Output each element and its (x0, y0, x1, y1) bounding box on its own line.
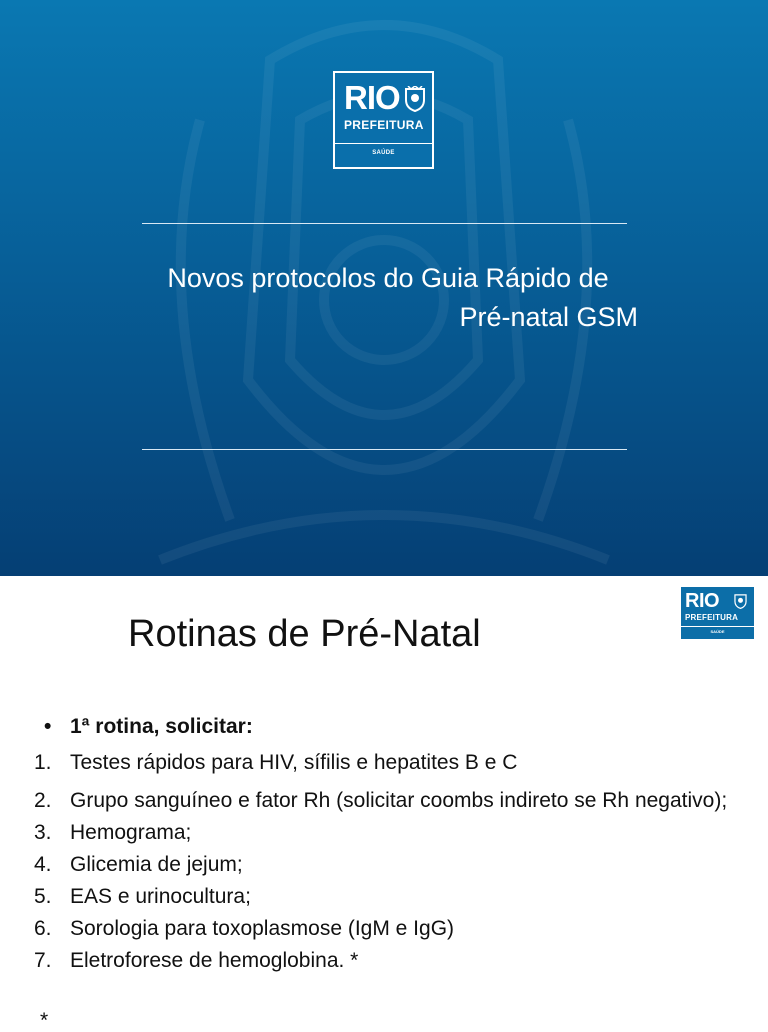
rio-prefeitura-logo (333, 71, 434, 169)
item-text: Eletroforese de hemoglobina. * (70, 949, 359, 972)
bottom-divider (142, 449, 627, 450)
routine-heading-text: 1ª rotina, solicitar: (70, 715, 253, 738)
item-number: 5. (34, 885, 52, 908)
exam-list (34, 747, 734, 977)
crest-icon (403, 86, 427, 112)
item-number: 3. (34, 821, 52, 844)
logo-separator (335, 143, 432, 144)
item-text: EAS e urinocultura; (70, 885, 251, 908)
cover-title-line1: Novos protocolos do Guia Rápido de (167, 263, 609, 293)
logo-rio-text: RIO (685, 590, 720, 612)
item-text: Grupo sanguíneo e fator Rh (solicitar coombs indireto se Rh negativo); (70, 789, 728, 812)
item-number: 2. (34, 789, 52, 812)
bullet-icon: • (44, 715, 52, 738)
list-item (34, 945, 734, 977)
logo-saude-text: SAÚDE (372, 150, 395, 156)
logo-saude-text: SAÚDE (710, 629, 725, 634)
item-text: Testes rápidos para HIV, sífilis e hepatites B e C (70, 751, 518, 774)
rio-prefeitura-logo-small (681, 587, 754, 639)
content-slide (0, 576, 768, 1032)
list-item (34, 913, 734, 945)
item-number: 7. (34, 949, 52, 972)
item-text: Sorologia para toxoplasmose (IgM e IgG) (70, 917, 455, 940)
top-divider (142, 223, 627, 224)
cover-title (128, 259, 648, 337)
item-number: 4. (34, 853, 52, 876)
logo-rio-text: RIO (344, 79, 400, 116)
cover-title-line2: Pré-natal GSM (459, 302, 638, 332)
footnote-marker: * (40, 1009, 49, 1032)
list-item (34, 785, 734, 817)
logo-prefeitura-text: PREFEITURA (685, 613, 739, 622)
item-number: 1. (34, 751, 52, 774)
item-text: Glicemia de jejum; (70, 853, 243, 876)
item-number: 6. (34, 917, 52, 940)
crest-icon (733, 593, 748, 609)
routine-heading (44, 714, 253, 740)
item-text: Hemograma; (70, 821, 192, 844)
logo-prefeitura-text: PREFEITURA (344, 118, 424, 132)
slide-title: Rotinas de Pré-Natal (128, 613, 481, 655)
list-item (34, 747, 734, 779)
list-item (34, 817, 734, 849)
list-item (34, 849, 734, 881)
logo-separator (681, 626, 754, 627)
list-item (34, 881, 734, 913)
